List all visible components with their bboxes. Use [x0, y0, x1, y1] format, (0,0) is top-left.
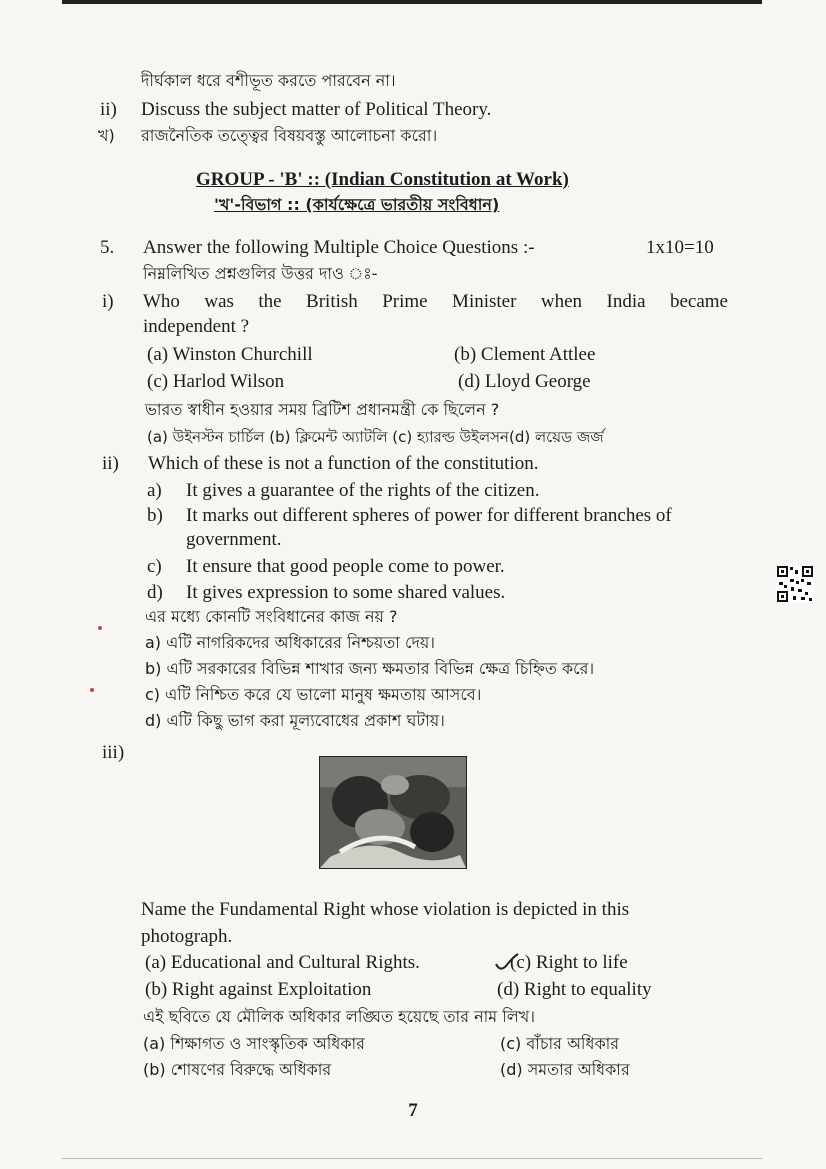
option-d: (d) Right to equality [497, 979, 652, 1000]
option-label: a) [147, 480, 162, 501]
option-text: government. [186, 529, 282, 550]
top-edge-line [62, 0, 762, 4]
page-number: 7 [408, 1100, 418, 1121]
group-title: GROUP - 'B' :: (Indian Constitution at Work) [196, 169, 569, 190]
question-text-bengali: এর মধ্যে কোনটি সংবিধানের কাজ নয় ? [145, 607, 398, 626]
option-text: It gives a guarantee of the rights of the citizen. [186, 480, 540, 501]
option-d: (d) Lloyd George [458, 371, 591, 392]
question-number: ii) [102, 453, 119, 474]
question-text: Who was the British Prime Minister when India became [143, 291, 728, 312]
bottom-edge-line [62, 1158, 762, 1159]
option-a: (a) Winston Churchill [147, 344, 313, 365]
option-label: b) [147, 505, 163, 526]
question-text-bengali: রাজনৈতিক তত্ত্বের বিষয়বস্তু আলোচনা করো। [141, 126, 438, 145]
option-text: It ensure that good people come to power. [186, 556, 505, 577]
question-text-bengali: এই ছবিতে যে মৌলিক অধিকার লঙ্ঘিত হয়েছে তার নাম লিখ। [143, 1007, 535, 1026]
option-d-bengali: (d) সমতার অধিকার [500, 1060, 630, 1079]
question-instruction-bengali: নিম্নলিখিত প্রশ্নগুলির উত্তর দাও ঃ- [143, 264, 378, 283]
question-text-bengali: ভারত স্বাধীন হওয়ার সময় ব্রিটিশ প্রধানমন্ত্রী কে ছিলেন ? [145, 400, 500, 419]
option-text: It gives expression to some shared values. [186, 582, 506, 603]
option-a: (a) Educational and Cultural Rights. [145, 952, 420, 973]
option-label: c) [147, 556, 162, 577]
question-number: 5. [100, 237, 115, 258]
group-title-bengali: 'খ'-বিভাগ :: (কার্যক্ষেত্রে ভারতীয় সংবিধান) [214, 195, 500, 214]
option-text: It marks out different spheres of power for different branches of [186, 505, 672, 526]
question-text: independent ? [143, 316, 250, 337]
options-bengali: (a) উইনস্টন চার্চিল (b) ক্লিমেন্ট অ্যাটলি (c) হ্যারল্ড উইলসন(d) লয়েড জর্জ [147, 428, 604, 446]
option-bengali: a) এটি নাগরিকদের অধিকারের নিশ্চয়তা দেয়। [145, 633, 436, 652]
option-b-bengali: (b) শোষণের বিরুদ্ধে অধিকার [143, 1060, 332, 1079]
handwritten-tick-mark [494, 950, 520, 974]
option-bengali: c) এটি নিশ্চিত করে যে ভালো মানুষ ক্ষমতায় আসবে। [145, 685, 482, 704]
option-label: d) [147, 582, 163, 603]
ink-dot [98, 626, 102, 630]
option-c: (c) Right to life [510, 952, 628, 973]
question-text: Which of these is not a function of the constitution. [148, 453, 539, 474]
question-number: i) [102, 291, 114, 312]
question-text: photograph. [141, 926, 233, 947]
question-number-bengali: খ) [98, 126, 115, 145]
qr-code-icon [776, 565, 814, 603]
question-text: Name the Fundamental Right whose violation is depicted in this [141, 899, 630, 920]
ink-dot [90, 688, 94, 692]
option-b: (b) Right against Exploitation [145, 979, 372, 1000]
question-instruction: Answer the following Multiple Choice Questions :- [143, 237, 535, 258]
option-bengali: d) এটি কিছু ভাগ করা মূল্যবোধের প্রকাশ ঘটায়। [145, 711, 445, 730]
question-photograph [319, 756, 467, 869]
option-c: (c) Harlod Wilson [147, 371, 285, 392]
question-number: iii) [102, 742, 125, 763]
option-bengali: b) এটি সরকারের বিভিন্ন শাখার জন্য ক্ষমতার বিভিন্ন ক্ষেত্র চিহ্নিত করে। [145, 659, 595, 678]
question-number: ii) [100, 99, 117, 120]
question-text: Discuss the subject matter of Political Theory. [141, 99, 492, 120]
option-b: (b) Clement Attlee [454, 344, 596, 365]
intro-bengali-line: দীর্ঘকাল ধরে বশীভূত করতে পারবেন না। [141, 71, 396, 90]
option-c-bengali: (c) বাঁচার অধিকার [500, 1034, 620, 1053]
marks-label: 1x10=10 [646, 237, 714, 258]
option-a-bengali: (a) শিক্ষাগত ও সাংস্কৃতিক অধিকার [143, 1034, 365, 1053]
